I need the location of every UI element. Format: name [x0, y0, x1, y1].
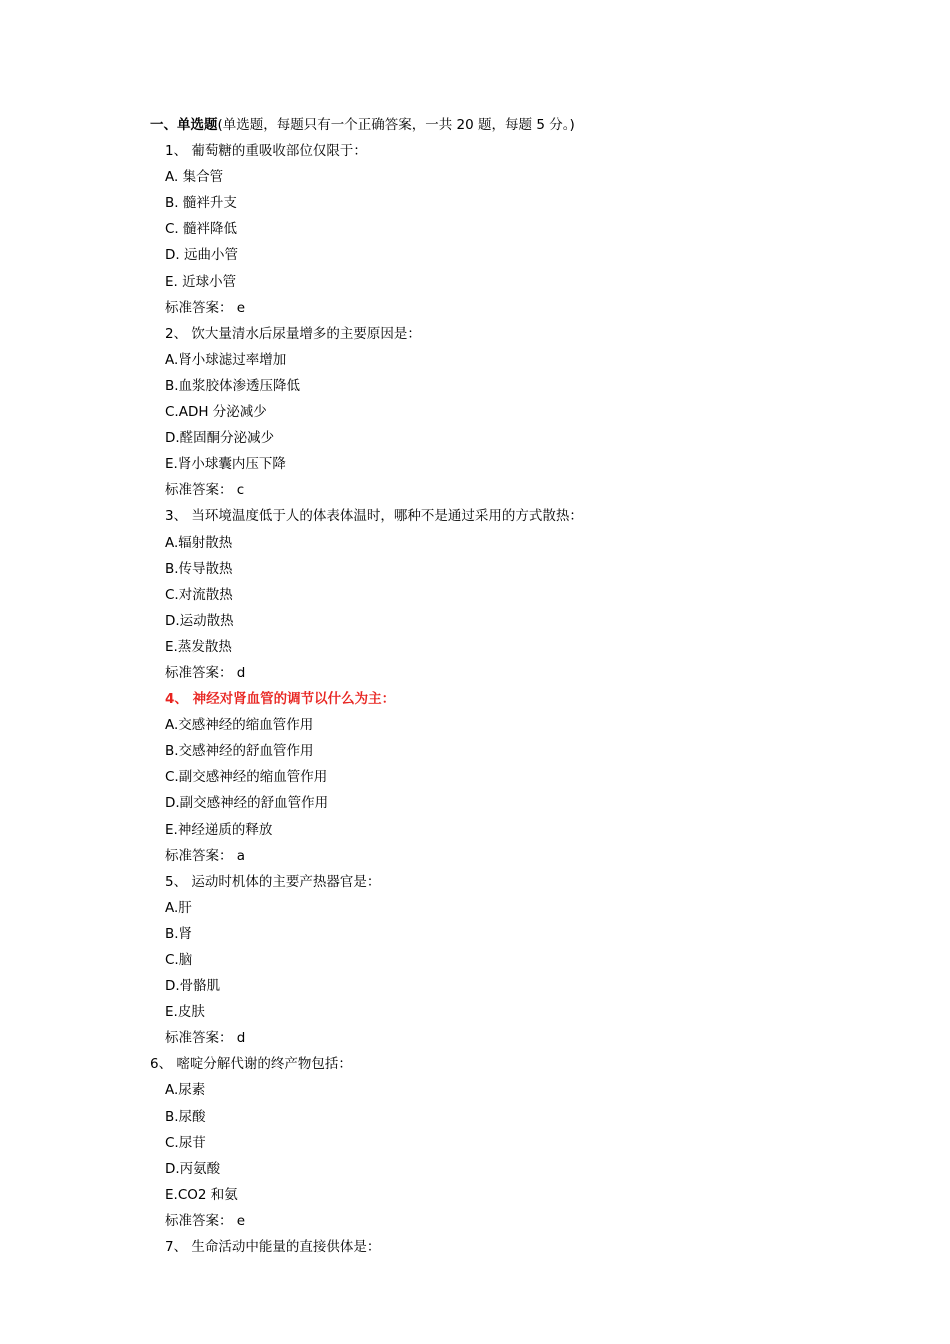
section-note: (单选题，每题只有一个正确答案，一共 20 题，每题 5 分。) [217, 117, 575, 133]
option-e: E.皮肤 [165, 1004, 205, 1021]
option-d: D.醛固酮分泌减少 [165, 430, 275, 447]
option-b: B. 髓袢升支 [165, 195, 237, 212]
option-e: E.肾小球囊内压下降 [165, 456, 286, 473]
option-e: E.CO2 和氨 [165, 1186, 238, 1203]
option-d: D.副交感神经的舒血管作用 [165, 795, 329, 812]
option-c: C.脑 [165, 952, 193, 968]
standard-answer: 标准答案： a [165, 847, 246, 864]
standard-answer: 标准答案： e [165, 299, 246, 316]
option-d: D.丙氨酸 [165, 1160, 221, 1177]
option-c: C.尿苷 [165, 1134, 206, 1151]
standard-answer: 标准答案： d [165, 664, 246, 681]
option-a: A.辐射散热 [165, 534, 233, 551]
option-b: B.血浆胶体渗透压降低 [165, 377, 301, 394]
option-c: C.ADH 分泌减少 [165, 404, 267, 421]
option-b: B.传导散热 [165, 560, 233, 577]
section-title: 一、单选题 [150, 117, 218, 133]
section-heading [150, 112, 910, 138]
option-e: E.蒸发散热 [165, 638, 232, 655]
option-b: B.肾 [165, 925, 193, 942]
option-a: A.肝 [165, 899, 192, 916]
option-d: D.运动散热 [165, 612, 234, 629]
question-stem: 7、 生命活动中能量的直接供体是： [165, 1239, 381, 1256]
standard-answer: 标准答案： d [165, 1030, 246, 1047]
option-b: B.交感神经的舒血管作用 [165, 743, 314, 760]
standard-answer: 标准答案： c [165, 482, 245, 499]
question-stem-highlighted: 4、 神经对肾血管的调节以什么为主： [165, 691, 396, 708]
question-stem: 5、 运动时机体的主要产热器官是： [165, 873, 381, 890]
question-stem: 1、 葡萄糖的重吸收部位仅限于： [165, 143, 367, 160]
option-a: A.尿素 [165, 1082, 206, 1099]
option-c: C.副交感神经的缩血管作用 [165, 769, 328, 786]
option-e: E.神经递质的释放 [165, 821, 273, 838]
option-e: E. 近球小管 [165, 273, 237, 290]
option-a: A.交感神经的缩血管作用 [165, 717, 314, 734]
option-c: C. 髓袢降低 [165, 221, 238, 238]
question-stem: 6、 嘧啶分解代谢的终产物包括： [150, 1056, 352, 1073]
question-stem: 2、 饮大量清水后尿量增多的主要原因是： [165, 325, 421, 342]
option-d: D. 远曲小管 [165, 247, 238, 264]
document-body [150, 112, 910, 1260]
option-d: D.骨骼肌 [165, 978, 221, 995]
option-a: A.肾小球滤过率增加 [165, 351, 287, 368]
option-c: C.对流散热 [165, 586, 233, 603]
question-stem: 3、 当环境温度低于人的体表体温时，哪种不是通过采用的方式散热： [165, 508, 583, 525]
option-b: B.尿酸 [165, 1108, 206, 1125]
option-a: A. 集合管 [165, 169, 224, 186]
standard-answer: 标准答案： e [165, 1212, 246, 1229]
